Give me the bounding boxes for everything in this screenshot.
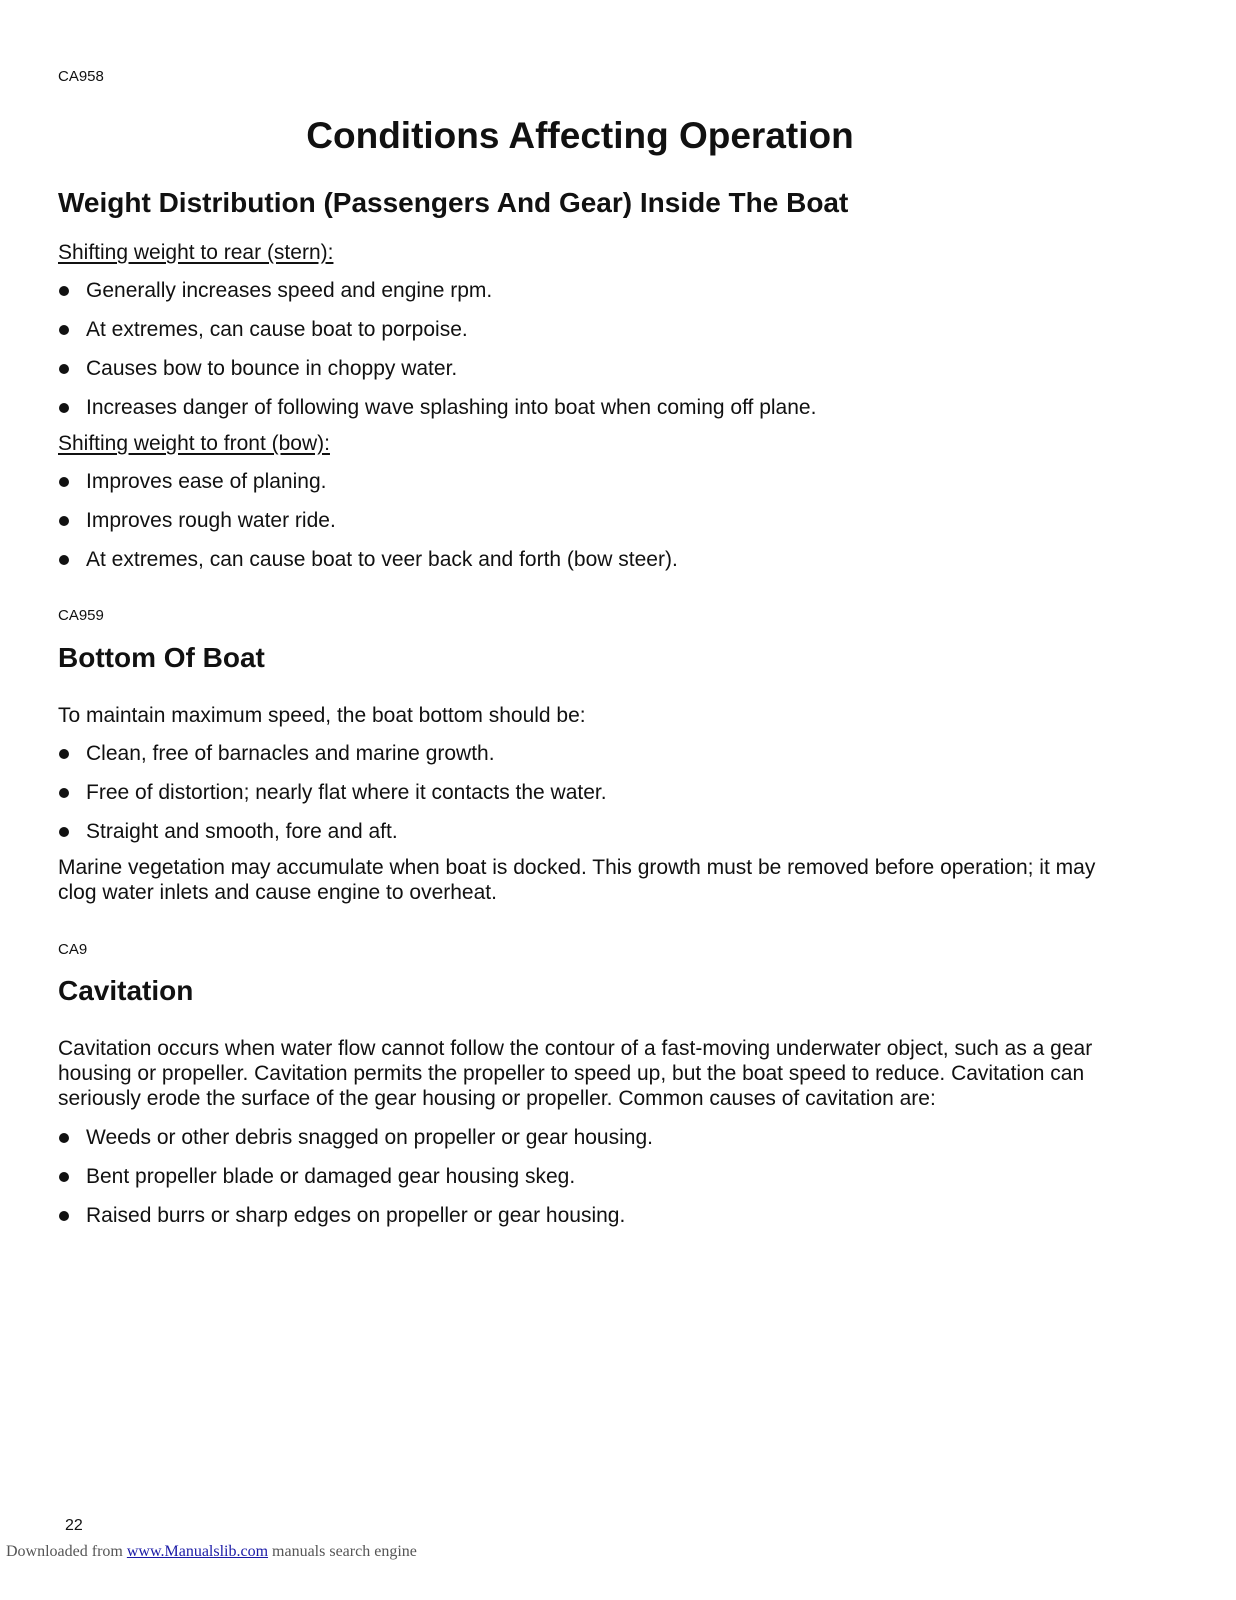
bullet-icon [59,403,69,413]
cavitation-heading: Cavitation [58,975,194,1006]
rear-weight-list [58,278,816,434]
bullet-icon [59,555,69,565]
list-item [58,1125,653,1164]
list-item [58,780,607,819]
download-footer [6,1542,417,1562]
manualslib-link[interactable]: www.Manualslib.com [126,1543,269,1560]
list-item [58,317,816,356]
bullet-icon [59,788,69,798]
list-item [58,819,607,858]
bullet-icon [59,286,69,296]
bullet-icon [59,827,69,837]
list-item-text: Bent propeller blade or damaged gear housing skeg. [86,1165,576,1188]
list-item [58,508,678,547]
list-item-text: At extremes, can cause boat to veer back and forth (bow steer). [86,548,678,571]
bullet-icon [59,1172,69,1182]
list-item [58,1164,653,1203]
section-code: CA958 [58,68,104,85]
list-item [58,469,678,508]
list-item-text: At extremes, can cause boat to porpoise. [86,318,468,341]
list-item [58,395,816,434]
weight-distribution-heading: Weight Distribution (Passengers And Gear) Inside The Boat [58,187,849,218]
list-item-text: Weeds or other debris snagged on propeller or gear housing. [86,1126,653,1149]
bullet-icon [59,477,69,487]
bottom-of-boat-heading: Bottom Of Boat [58,642,265,673]
footer-prefix: Downloaded from [6,1543,127,1560]
page-number: 22 [65,1517,83,1534]
list-item [58,547,678,586]
bottom-intro: To maintain maximum speed, the boat bottom should be: [58,704,586,727]
list-item [58,356,816,395]
list-item [58,278,816,317]
list-item-text: Improves ease of planing. [86,470,327,493]
list-item-text: Causes bow to bounce in choppy water. [86,357,458,380]
front-weight-subheading: Shifting weight to front (bow): [58,432,330,455]
bullet-icon [59,516,69,526]
section-code: CA9 [58,941,88,958]
list-item-text: Raised burrs or sharp edges on propeller or gear housing. [86,1204,626,1227]
list-item-text: Generally increases speed and engine rpm. [86,279,493,302]
list-item-text: Improves rough water ride. [86,509,336,532]
rear-weight-subheading: Shifting weight to rear (stern): [58,241,334,264]
front-weight-list [58,469,678,586]
list-item-text: Straight and smooth, fore and aft. [86,820,398,843]
list-item-text: Increases danger of following wave splashing into boat when coming off plane. [86,396,817,419]
page-title: Conditions Affecting Operation [306,115,854,156]
list-item-text: Clean, free of barnacles and marine growth. [86,742,495,765]
bullet-icon [59,1211,69,1221]
bullet-icon [59,749,69,759]
bullet-icon [59,325,69,335]
section-code: CA959 [58,607,104,624]
cavitation-intro: Cavitation occurs when water flow cannot follow the contour of a fast-moving underwater object, such as a gear housing or propeller. Cavitation permits the propeller to speed up, but the boat speed to reduce. Cavitation can seriously erode the surface of the gear housing or propeller. Common causes of cavitation are: [58,1037,1093,1110]
bullet-icon [59,364,69,374]
cavitation-list [58,1125,653,1242]
bullet-icon [59,1133,69,1143]
bottom-note: Marine vegetation may accumulate when boat is docked. This growth must be removed before operation; it may clog water inlets and cause engine to overheat. [58,856,1096,904]
list-item [58,741,607,780]
bottom-list [58,741,607,858]
footer-suffix: manuals search engine [268,1543,417,1560]
list-item [58,1203,653,1242]
list-item-text: Free of distortion; nearly flat where it contacts the water. [86,781,607,804]
